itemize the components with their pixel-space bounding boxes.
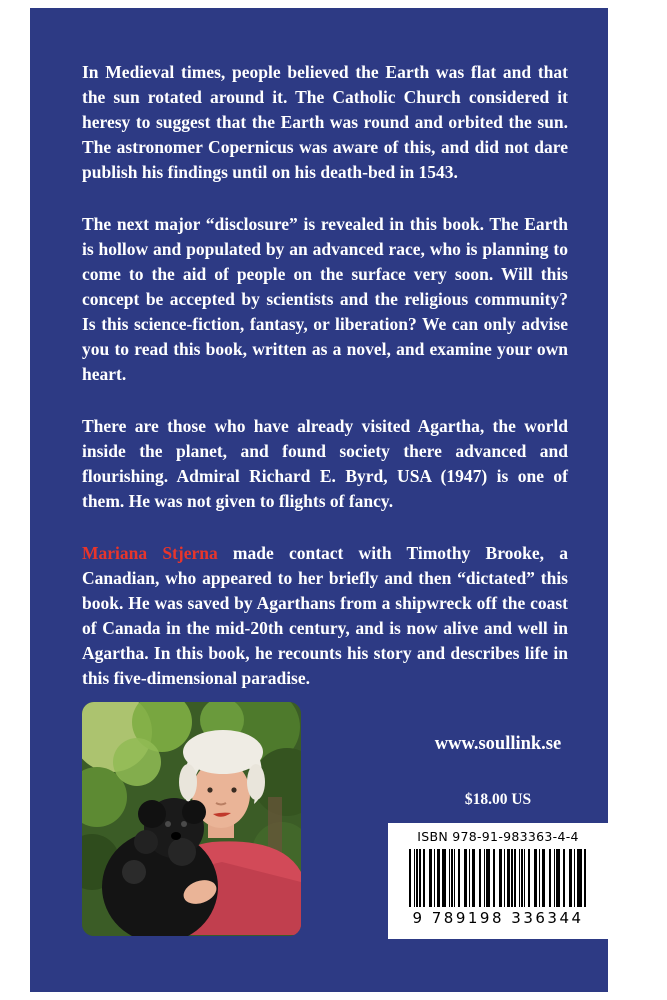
- author-name: Mariana Stjerna: [82, 543, 218, 563]
- isbn-label: ISBN 978-91-983363-4-4: [417, 829, 579, 844]
- author-photo-image: [82, 702, 301, 936]
- author-photo: [82, 702, 301, 936]
- back-cover-blurb: [82, 60, 568, 718]
- price-label: $18.00 US: [464, 791, 532, 808]
- blurb-paragraph-2: The next major “disclosure” is revealed in this book. The Earth is hollow and populated by an advanced race, who is planning to come to the aid of people on the surface very soon. Will this concept be accepted by scientists and the religious community? Is this science-fiction, fantasy, or liberation? We can only advise you to read this book, written as a novel, and examine your own heart.: [82, 214, 568, 384]
- blurb-paragraph-4-text: made contact with Timothy Brooke, a Canadian, who appeared to her briefly and then “dictated” this book. He was saved by Agarthans from a shipwreck off the coast of Canada in the mid-20th century, and is now alive and well in Agartha. In this book, he recounts his story and describes life in this five-dimensional paradise.: [82, 543, 568, 688]
- blurb-paragraph-4: [82, 541, 568, 691]
- footer-column: [388, 734, 608, 939]
- barcode-panel: [388, 823, 608, 939]
- blurb-paragraph-3: There are those who have already visited Agartha, the world inside the planet, and found society there advanced and flourishing. Admiral Richard E. Byrd, USA (1947) is one of them. He was not given to flights of fancy.: [82, 416, 568, 511]
- barcode-digits: 9 789198 336344: [412, 909, 584, 927]
- website-url: www.soullink.se: [434, 734, 562, 754]
- barcode-bars: [409, 849, 587, 907]
- blurb-paragraph-1: In Medieval times, people believed the Earth was flat and that the sun rotated around it. The Catholic Church considered it heresy to suggest that the Earth was round and orbited the sun. The astronomer Copernicus was aware of this, and did not dare publish his findings until on his death-bed in 1543.: [82, 62, 568, 182]
- book-back-cover: [30, 8, 608, 992]
